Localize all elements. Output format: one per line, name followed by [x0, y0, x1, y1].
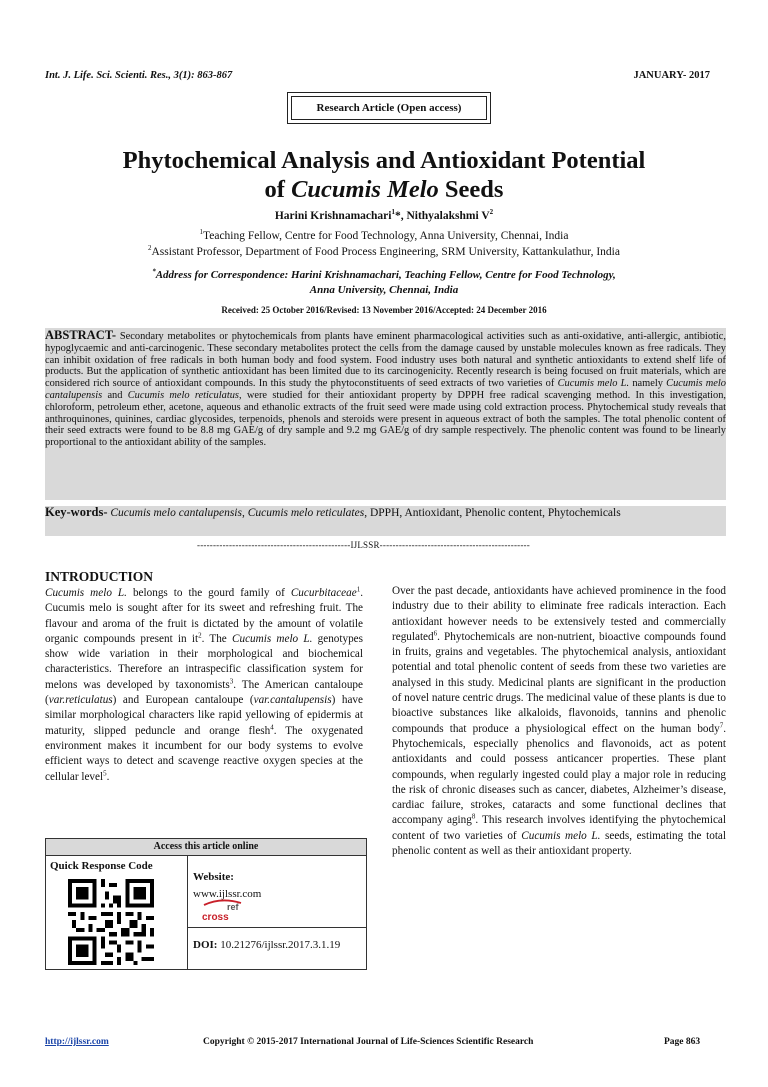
r-t3: . Phytochemicals, especially phenolics and flavonoids, act as potent antioxidants and could possess anticancer properties. These plant compounds, when regularly ingested could play a major role in reducing the risk of chronic diseases such as cancer, diabetes, Alzheimer’s disease, cardiac failure, strokes, cataracts and some functional declines that accompany aging [392, 722, 726, 827]
keyword-1: Cucumis melo cantalupensis [107, 507, 242, 519]
ref-6: 6 [433, 629, 438, 638]
journal-separator: ------------------------------------------------IJLSSR----------------------------------------------- [197, 540, 530, 550]
l-i1: Cucumis melo L. [45, 587, 127, 599]
l-t7: ) have similar morphological characters like rapid yellowing of epidermis at maturity, slipped peduncle and orange flesh [45, 694, 363, 737]
l-i2: Cucurbitaceae [290, 587, 357, 599]
keyword-2: Cucumis melo reticulates [247, 507, 365, 519]
crossref-logo-ref: ref [227, 902, 239, 912]
l-t9: . [106, 770, 110, 783]
abstract-text-4: , were studied for their antioxidant property by DPPH free radical scavenging method. In this investigation, chloroform, petroleum ether, acetone, aqueous and ethanolic extracts of the fruit seed were made using cold extraction process. Phytochemical study reveals that anthroquinones, quinines, cardiac glycosides, terpenoids, phenols and steroids were present in aqueous extract of both the samples. The total phenolic content of their seed extracts were found to be 8.8 mg GAE/g of dry sample and 9.2 mg GAE/g of dry sample respectively. The phenolic content was found to be linearly proportional to the antioxidant ability of the samples. [45, 389, 727, 449]
author-2-affil: 2 [489, 208, 494, 217]
l-t2: . Cucumis melo is sought after for its sweet and refreshing fruit. The flavour and aroma of the fruit is dictated by the amount of volatile organic compounds present in it [45, 587, 364, 645]
website-link[interactable]: www.ijlssr.com [193, 888, 262, 900]
l-t6: ) and European cantaloupe ( [112, 694, 254, 707]
intro-right-column [392, 584, 726, 859]
doi-value: 10.21276/ijlssr.2017.3.1.19 [217, 939, 341, 951]
intro-left-column [45, 586, 363, 785]
ref-2: 2 [198, 631, 202, 640]
affiliation-1 [40, 230, 728, 242]
doi[interactable] [193, 939, 340, 951]
abstract-text-3: and [102, 389, 128, 401]
abstract-species-1: Cucumis melo L. [557, 378, 630, 390]
l-t8: . The oxygenated environment makes it incumbent for our body systems to evolve efficient ways to detect and scavenge reactive oxygen species at the cellular level [45, 724, 363, 783]
crossref-logo [201, 899, 247, 925]
paper-title [40, 146, 728, 204]
author-1: Harini Krishnamachari [274, 210, 392, 222]
author-1-affil: 1 [391, 208, 395, 217]
keywords [45, 504, 726, 521]
issue-date: JANUARY- 2017 [633, 70, 710, 81]
ref-7: 7 [719, 720, 724, 729]
footer-journal-link[interactable]: http://ijlssr.com [45, 1037, 109, 1047]
l-i3: Cucumis melo L. [232, 632, 313, 645]
abstract-text-2: namely [629, 378, 667, 390]
correspondence [60, 268, 708, 298]
abstract-species-2: Cucumis melo cantalupensis [45, 378, 726, 401]
section-heading-introduction: INTRODUCTION [45, 569, 154, 584]
author-2: Nithyalakshmi V [406, 210, 490, 222]
aff1-text: Teaching Fellow, Centre for Food Technology, Anna University, Chennai, India [203, 230, 569, 242]
footer-copyright: Copyright © 2015-2017 International Journal of Life-Sciences Scientific Research [203, 1037, 534, 1047]
l-t3: . The [201, 632, 233, 645]
title-line-1: Phytochemical Analysis and Antioxidant Potential [122, 147, 646, 174]
ref-4: 4 [270, 722, 274, 731]
article-type-label: Research Article (Open access) [291, 96, 487, 120]
keywords-label: Key-words- [45, 505, 108, 519]
keyword-rest: , DPPH, Antioxidant, Phenolic content, Phytochemicals [364, 507, 621, 519]
r-i1: Cucumis melo L. [521, 829, 601, 842]
author-list [40, 210, 728, 222]
title-line-2-prefix: of [264, 176, 292, 203]
title-species: Cucumis Melo [291, 176, 439, 203]
l-i4: var.reticulatus [48, 694, 113, 707]
r-t2: . Phytochemicals are non-nutrient, bioactive compounds found in fruits, grains and vegetables. The phytochemical analysis, antioxidant potential and total phenolic content of seeds from these two varieties are analysed in this study. Medicinal plants are significant in the production of novel nature centric drugs. The medicinal value of these plants is due to bioactive substances like alkaloids, flavonoids, tannins and phenolic compounds that produce a physiological effect on the human body [392, 630, 726, 735]
corr-line-2: Anna University, Chennai, India [309, 284, 459, 296]
abstract-text-1: Secondary metabolites or phytochemicals from plants have eminent pharmacological activities such as anti-oxidative, anti-allergic, antibiotic, hypoglycaemic and anti-carcinogenic. These secondary metabolites protect the cells from the damage caused by unstable molecules known as free radicals. They can inhibit oxidation of free radicals in both human body and food system. Food industry uses both natural and synthetic antioxidants to extend shelf life of products. But the application of synthetic antioxidant has been limited due to its carcinogenicity. Recently research is being focused on fruit materials, which are considered rich source of antioxidant compounds. In this study the phytoconstituents of seed extracts of two varieties of [45, 331, 726, 390]
abstract-label: ABSTRACT- [45, 328, 117, 342]
ref-8: 8 [471, 812, 476, 821]
access-box-divider [187, 856, 188, 969]
l-i5: var.cantalupensis [253, 694, 332, 707]
qr-code[interactable] [68, 879, 154, 965]
website-label: Website: [193, 871, 234, 883]
l-t4: genotypes show wide variation in their morphological and biochemical characteristics. Therefore an intraspecific classification system for melons was developed by taxonomists [45, 632, 363, 691]
l-t5: . The American cantaloupe ( [45, 678, 363, 707]
ref-1: 1 [356, 585, 361, 594]
affiliation-2 [40, 246, 728, 258]
l-t1: belongs to the gourd family of [126, 587, 291, 599]
abstract-species-3: Cucumis melo reticulatus [127, 389, 239, 401]
article-type-badge [287, 92, 491, 124]
corresponding-mark: *, [394, 210, 407, 222]
r-t5: seeds, estimating the total phenolic content as well as their antioxidant property. [392, 829, 727, 858]
corr-mark: * [152, 267, 156, 276]
aff2-text: Assistant Professor, Department of Food Process Engineering, SRM University, Kattankulathur, India [151, 246, 620, 258]
abstract [45, 330, 726, 449]
aff2-num: 2 [148, 244, 152, 253]
ref-3: 3 [229, 677, 234, 686]
journal-citation: Int. J. Life. Sci. Scienti. Res., 3(1): 863-867 [45, 70, 233, 81]
title-line-2-suffix: Seeds [438, 176, 504, 203]
ref-5: 5 [103, 768, 107, 777]
aff1-num: 1 [199, 228, 204, 237]
qr-code-label: Quick Response Code [50, 860, 153, 872]
access-box-heading: Access this article online [46, 839, 366, 856]
footer-page-number: Page 863 [664, 1037, 701, 1047]
crossref-logo-cross: cross [202, 912, 229, 923]
access-box-row-divider [187, 927, 366, 928]
article-dates: Received: 25 October 2016/Revised: 13 November 2016/Accepted: 24 December 2016 [221, 305, 547, 315]
access-online-box [45, 838, 367, 970]
corr-line-1: Address for Correspondence: Harini Krishnamachari, Teaching Fellow, Centre for Food Technology, [155, 269, 616, 281]
r-t1: Over the past decade, antioxidants have achieved prominence in the food industry due to their ability to eliminate free radicals interaction. Each antioxidant however needs to be extensively tested and commercially regulated [392, 585, 726, 643]
keyword-sep: , [241, 507, 248, 519]
r-t4: . This research involves identifying the phytochemical content of two varieties of [392, 814, 726, 842]
doi-label: DOI: [193, 939, 218, 951]
